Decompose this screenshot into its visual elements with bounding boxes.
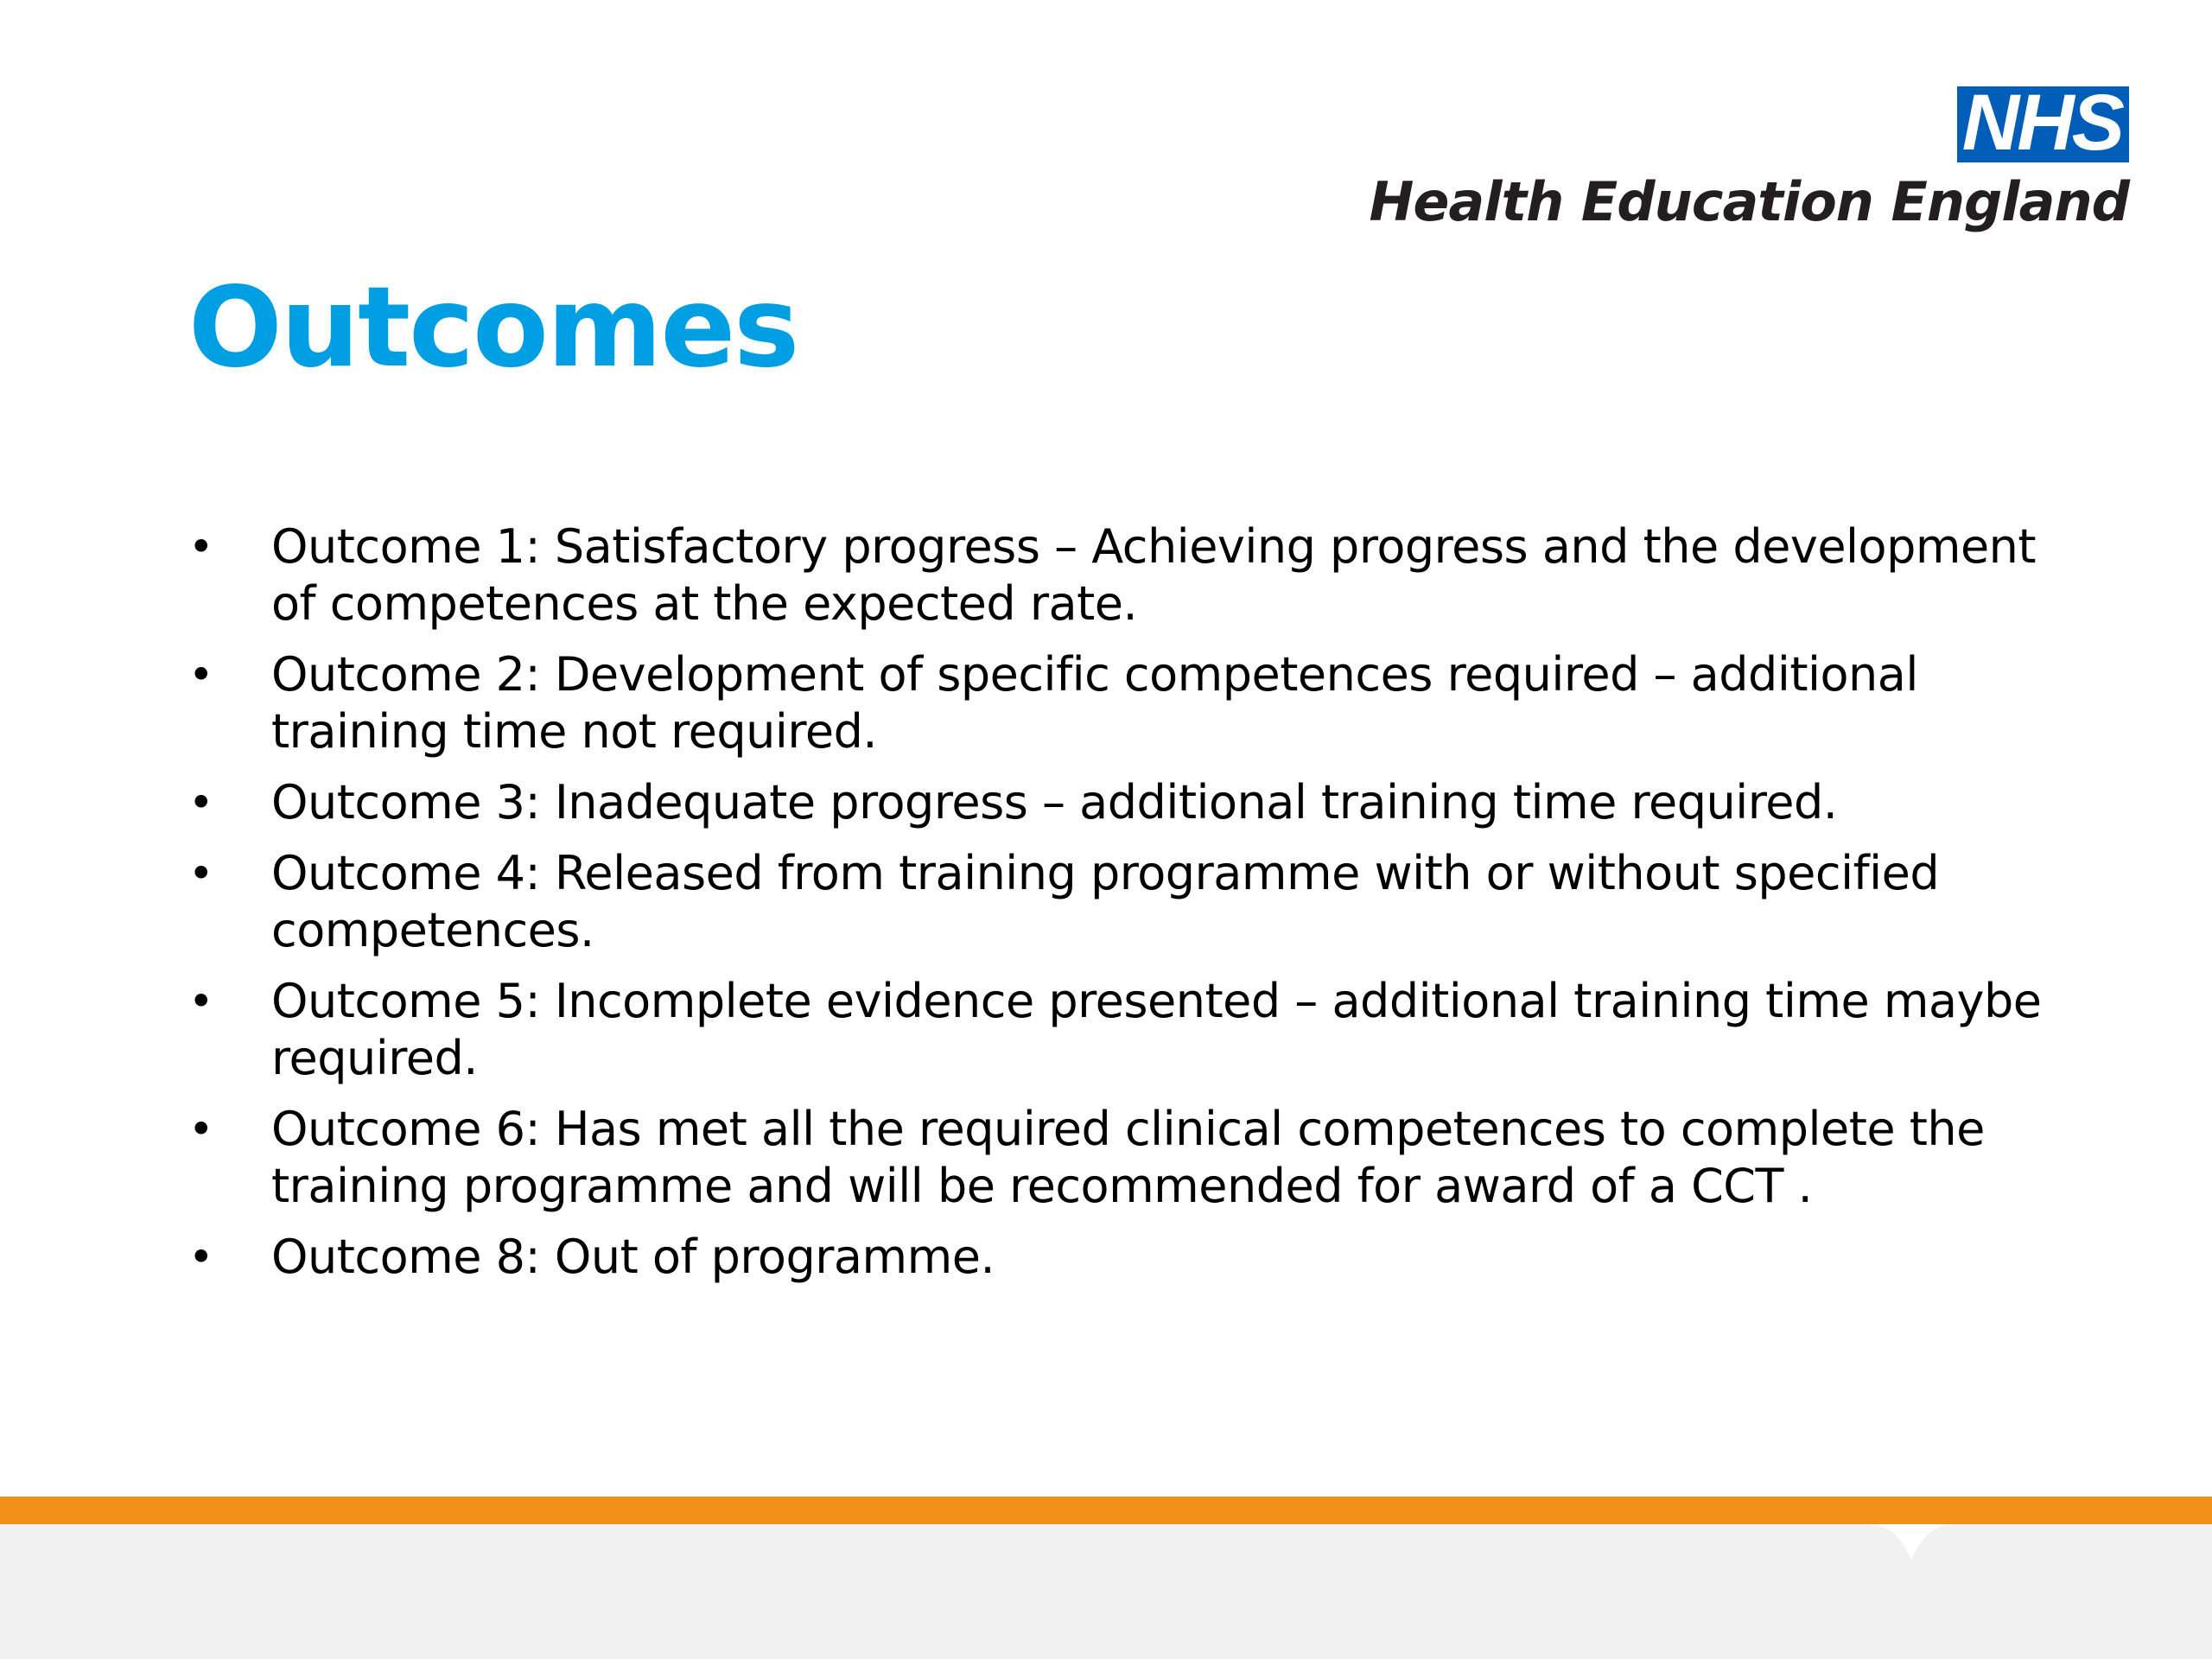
bullet-icon: • bbox=[188, 650, 213, 700]
outcome-text: Outcome 4: Released from training programme with or without specified competences. bbox=[271, 846, 1940, 957]
bullet-icon: • bbox=[188, 976, 213, 1027]
outcomes-list bbox=[188, 518, 2046, 1300]
nhs-hee-logo bbox=[1369, 79, 2129, 233]
nhs-logo-mark: NHS bbox=[1957, 86, 2129, 162]
bullet-icon: • bbox=[188, 1232, 213, 1282]
outcome-text: Outcome 8: Out of programme. bbox=[271, 1230, 995, 1284]
outcome-item-3 bbox=[188, 774, 2046, 831]
organisation-name: Health Education England bbox=[1369, 170, 2129, 233]
footer-band bbox=[0, 1497, 2212, 1659]
outcome-item-5 bbox=[188, 973, 2046, 1087]
outcome-text: Outcome 1: Satisfactory progress – Achieving progress and the development of competences at the expected rate. bbox=[271, 519, 2037, 631]
bullet-icon: • bbox=[188, 778, 213, 828]
outcome-item-6 bbox=[188, 1101, 2046, 1215]
footer-panel bbox=[0, 1524, 2212, 1659]
outcome-text: Outcome 3: Inadequate progress – additional training time required. bbox=[271, 775, 1838, 830]
outcome-text: Outcome 2: Development of specific competences required – additional training time not required. bbox=[271, 647, 1918, 759]
outcome-item-2 bbox=[188, 646, 2046, 760]
slide-title: Outcomes bbox=[188, 264, 798, 392]
bullet-icon: • bbox=[188, 1104, 213, 1154]
outcome-item-1 bbox=[188, 518, 2046, 632]
outcome-text: Outcome 6: Has met all the required clinical competences to complete the training programme and will be recommended for award of a CCT . bbox=[271, 1102, 1985, 1213]
outcome-item-4 bbox=[188, 845, 2046, 959]
bullet-icon: • bbox=[188, 522, 213, 572]
outcome-text: Outcome 5: Incomplete evidence presented – additional training time maybe required. bbox=[271, 974, 2042, 1085]
outcome-item-8 bbox=[188, 1229, 2046, 1286]
footer-accent-stripe bbox=[0, 1497, 2212, 1524]
bullet-icon: • bbox=[188, 849, 213, 899]
